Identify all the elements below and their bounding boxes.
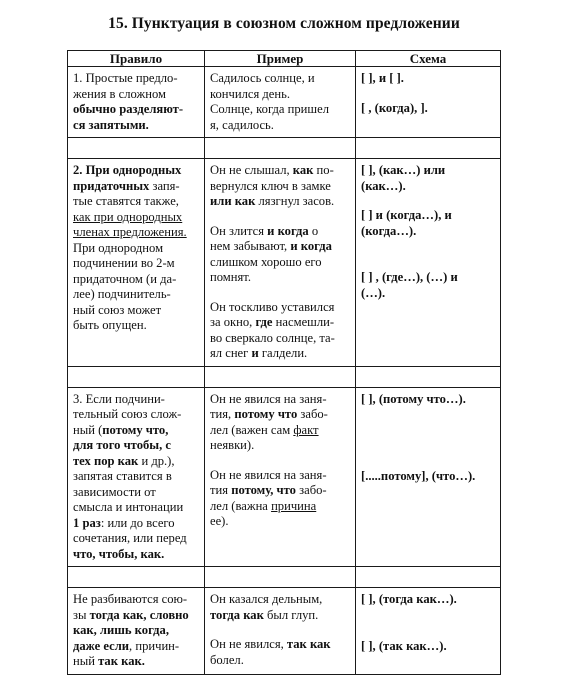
example-cell xyxy=(205,67,356,138)
scheme-line: [ ] , (где…), (…) и xyxy=(361,270,458,284)
rule-line: придаточных запя- xyxy=(73,178,180,193)
rule-line: 2. При однородных xyxy=(73,163,182,177)
scheme-line: [ ] и (когда…), и xyxy=(361,208,452,222)
rule-line: ный союз может xyxy=(73,302,162,317)
rule-line: обычно разделяют- xyxy=(73,102,184,116)
rule-line: Не разбиваются сою- xyxy=(73,592,188,606)
rule-cell xyxy=(68,387,205,567)
rule-line: тельный союз слож- xyxy=(73,407,182,421)
example-line: Он казался дельным, xyxy=(210,592,323,606)
example-line: Он не явился на заня- xyxy=(210,391,327,406)
example-line: во сверкало солнце, та- xyxy=(210,330,335,345)
rule-cell xyxy=(68,588,205,675)
scheme-line: (как…). xyxy=(361,178,406,193)
example-cell xyxy=(205,159,356,367)
scheme-line: (…). xyxy=(361,285,386,300)
rule-line: При однородном xyxy=(73,240,164,255)
scheme-cell xyxy=(356,387,501,567)
table-header-row xyxy=(68,51,501,67)
example-line: Он не слышал, как по- xyxy=(210,163,334,177)
example-line: тогда как был глуп. xyxy=(210,607,319,622)
rule-line: ный так как. xyxy=(73,654,145,668)
header-rule: Правило xyxy=(68,51,205,67)
scheme-line: (когда…). xyxy=(361,223,417,238)
example-line: Он не явился на заня- xyxy=(210,467,327,482)
rule-line: тех пор как и др.), xyxy=(73,453,175,468)
rule-line: зы тогда как, словно xyxy=(73,607,189,622)
rule-line: как при однородных xyxy=(73,209,183,224)
example-line: вернулся ключ в замке xyxy=(210,178,331,193)
scheme-line: [ ], и [ ]. xyxy=(361,71,404,85)
scheme-line: [ , (когда), ]. xyxy=(361,100,428,115)
header-scheme: Схема xyxy=(356,51,501,67)
example-line: неявки). xyxy=(210,438,255,452)
rule-line: запятая ставится в xyxy=(73,469,172,483)
example-line: я, садилось. xyxy=(210,117,274,132)
example-line: ял снег и галдели. xyxy=(210,346,308,360)
scheme-line: [ ], (тогда как…). xyxy=(361,592,457,606)
rule-line: придаточном (и да- xyxy=(73,271,177,286)
example-line: ее). xyxy=(210,514,229,528)
rule-line: как, лишь когда, xyxy=(73,623,169,637)
rule-line: 1 раз: или до всего xyxy=(73,515,175,530)
rule-line: смысла и интонации xyxy=(73,500,184,514)
example-line: нем забывают, и когда xyxy=(210,239,332,253)
rule-line: тые ставятся также, xyxy=(73,194,179,208)
rule-line: 1. Простые предло- xyxy=(73,71,178,85)
example-line: Садилось солнце, и xyxy=(210,71,315,85)
example-line: болел. xyxy=(210,652,244,667)
rule-line: 3. Если подчини- xyxy=(73,391,165,406)
rule-line: членах предложения. xyxy=(73,225,187,239)
rule-line: даже если, причин- xyxy=(73,638,180,653)
example-line: помнят. xyxy=(210,270,252,284)
example-line: Он не явился, так как xyxy=(210,637,331,651)
example-line: тия, потому что забо- xyxy=(210,407,328,421)
rule-cell xyxy=(68,67,205,138)
scheme-line: [ ], (так как…). xyxy=(361,638,447,653)
rule-line: ный (потому что, xyxy=(73,422,169,437)
rule-line: подчинении во 2-м xyxy=(73,256,175,270)
scheme-cell xyxy=(356,159,501,367)
scheme-cell xyxy=(356,67,501,138)
example-line: Солнце, когда пришел xyxy=(210,102,329,116)
example-cell xyxy=(205,588,356,675)
page-title: 15. Пунктуация в союзном сложном предложении xyxy=(108,15,460,32)
example-line: лел (важен сам факт xyxy=(210,422,319,437)
example-line: лел (важна причина xyxy=(210,498,317,513)
example-line: или как лязгнул засов. xyxy=(210,194,335,208)
punctuation-table xyxy=(67,50,501,675)
table-row xyxy=(68,67,501,138)
rule-line: что, чтобы, как. xyxy=(73,546,165,561)
example-line: Он злится и когда о xyxy=(210,223,319,238)
scheme-cell xyxy=(356,588,501,675)
table-row xyxy=(68,387,501,567)
scheme-line: [ ], (как…) или xyxy=(361,163,446,177)
example-line: Он тоскливо уставился xyxy=(210,299,335,314)
rule-line: зависимости от xyxy=(73,484,156,499)
table-row xyxy=(68,588,501,675)
example-cell xyxy=(205,387,356,567)
scheme-line: [ ], (потому что…). xyxy=(361,391,466,406)
rule-line: быть опущен. xyxy=(73,318,147,332)
rule-line: для того чтобы, с xyxy=(73,438,172,452)
header-example: Пример xyxy=(205,51,356,67)
example-line: слишком хорошо его xyxy=(210,254,322,269)
example-line: кончился день. xyxy=(210,86,291,101)
rule-line: жения в сложном xyxy=(73,86,166,101)
rule-line: сочетания, или перед xyxy=(73,531,187,545)
rule-cell xyxy=(68,159,205,367)
scheme-line: [.....потому], (что…). xyxy=(361,469,476,483)
example-line: тия потому, что забо- xyxy=(210,483,327,497)
rule-line: лее) подчинитель- xyxy=(73,287,171,301)
table-row xyxy=(68,159,501,367)
rule-line: ся запятыми. xyxy=(73,117,149,132)
example-line: за окно, где насмешли- xyxy=(210,315,335,329)
